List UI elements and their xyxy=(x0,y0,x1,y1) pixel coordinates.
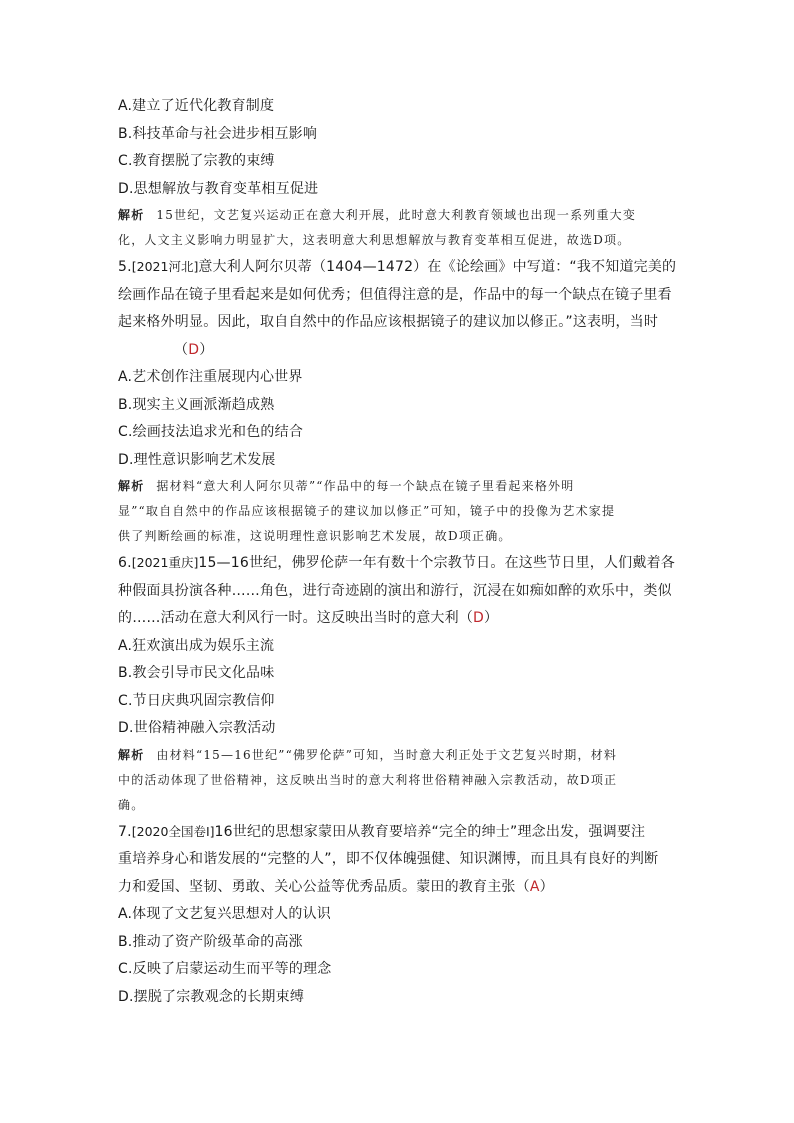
q4-option-c: C.教育摆脱了宗教的束缚 xyxy=(118,153,275,169)
stem-line: 重培养身心和谐发展的“完整的人”，即不仅体魄强健、知识渊博，而且具有良好的判断 xyxy=(118,851,659,867)
stem-line: 种假面具扮演各种……角色，进行奇迹剧的演出和游行，沉浸在如痴如醉的欢乐中，类似 xyxy=(118,582,672,599)
q4-analysis xyxy=(118,203,678,228)
q6-option-a: A.狂欢演出成为娱乐主流 xyxy=(118,637,275,654)
answer-letter: D xyxy=(188,341,200,358)
q5-stem xyxy=(118,253,678,282)
stem-line: 15—16世纪，佛罗伦萨一年有数十个宗教节日。在这些节日里，人们戴着各 xyxy=(198,555,675,571)
q5-option-c: C.绘画技法追求光和色的结合 xyxy=(118,424,304,440)
question-number: 7. xyxy=(118,823,132,840)
question-number: 6. xyxy=(118,555,132,571)
stem-line: 起来格外明显。因此，取自自然中的作品应该根据镜子的建议加以修正。”这表明，当时 xyxy=(118,314,659,330)
analysis-tag: 解析 xyxy=(118,747,145,762)
q6-option-c: C.节日庆典巩固宗教信仰 xyxy=(118,692,275,709)
q6-option-b: B.教会引导市民文化品味 xyxy=(118,665,275,681)
analysis-line: 据材料“意大利人阿尔贝蒂”“作品中的每一个缺点在镜子里看起来格外明 xyxy=(156,479,575,493)
stem-line: 绘画作品在镜子里看起来是如何优秀；但值得注意的是，作品中的每一个缺点在镜子里看 xyxy=(118,286,672,303)
analysis-tag: 解析 xyxy=(118,479,145,493)
document-page xyxy=(118,93,678,1011)
q5-analysis xyxy=(118,474,678,499)
analysis-line: 由材料“15—16世纪”“佛罗伦萨”可知，当时意大利正处于文艺复兴时期，材料 xyxy=(156,747,618,762)
analysis-line: 中的活动体现了世俗精神，这反映出当时的意大利将世俗精神融入宗教活动，故D项正 xyxy=(118,772,618,787)
answer-letter: D xyxy=(473,610,484,626)
analysis-line: 确。 xyxy=(118,797,145,812)
q6-option-d: D.世俗精神融入宗教活动 xyxy=(118,720,276,736)
q7-option-d: D.摆脱了宗教观念的长期束缚 xyxy=(118,988,305,1005)
stem-line-with-answer: 力和爱国、坚韧、勇敢、关心公益等优秀品质。蒙田的教育主张（A） xyxy=(118,878,554,895)
answer-bracket: （D） xyxy=(174,341,214,358)
analysis-line: 化，人文主义影响力明显扩大，这表明意大利思想解放与教育变革相互促进，故选D项。 xyxy=(118,233,631,247)
q4-option-b: B.科技革命与社会进步相互影响 xyxy=(118,125,318,142)
question-source: [2020全国卷Ⅰ] xyxy=(131,823,215,839)
stem-line: 16世纪的思想家蒙田从教育要培养“完全的绅士”理念出发，强调要注 xyxy=(214,823,646,840)
stem-line-with-answer: 的……活动在意大利风行一时。这反映出当时的意大利（D） xyxy=(118,610,499,626)
q7-option-b: B.推动了资产阶级革命的高涨 xyxy=(118,933,303,950)
q4-option-a: A.建立了近代化教育制度 xyxy=(118,98,275,114)
q5-option-b: B.现实主义画派渐趋成熟 xyxy=(118,396,275,413)
analysis-line: 显”“取自自然中的作品应该根据镜子的建议加以修正”可知，镜子中的投像为艺术家提 xyxy=(118,504,616,518)
analysis-tag: 解析 xyxy=(118,208,145,222)
q6-analysis xyxy=(118,743,678,768)
q4-option-d: D.思想解放与教育变革相互促进 xyxy=(118,180,319,197)
q7-option-a: A.体现了文艺复兴思想对人的认识 xyxy=(118,906,331,922)
q7-option-c: C.反映了启蒙运动生而平等的理念 xyxy=(118,961,332,977)
question-number: 5. xyxy=(118,259,132,275)
analysis-line: 15世纪，文艺复兴运动正在意大利开展，此时意大利教育领域也出现一系列重大变 xyxy=(156,208,637,222)
question-source: [2021河北] xyxy=(131,259,199,274)
q6-stem xyxy=(118,549,678,578)
answer-letter: A xyxy=(529,878,540,895)
q7-stem xyxy=(118,818,678,847)
question-source: [2021重庆] xyxy=(131,555,199,570)
q5-option-d: D.理性意识影响艺术发展 xyxy=(118,451,276,468)
stem-line: 意大利人阿尔贝蒂（1404—1472）在《论绘画》中写道：“我不知道完美的 xyxy=(198,259,677,275)
analysis-line: 供了判断绘画的标准，这说明理性意识影响艺术发展，故D项正确。 xyxy=(118,529,512,543)
q5-option-a: A.艺术创作注重展现内心世界 xyxy=(118,369,303,385)
